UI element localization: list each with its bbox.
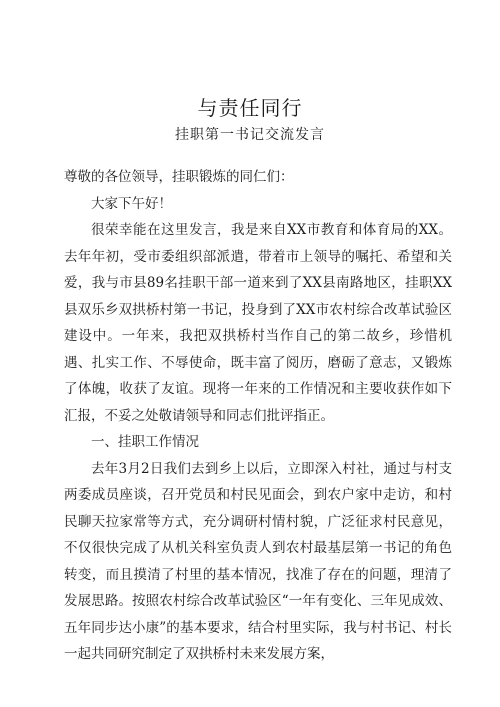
document-title: 与责任同行	[197, 96, 303, 120]
section-heading-1: 一、挂职工作情况	[91, 434, 199, 450]
document-subtitle: 挂职第一书记交流发言	[175, 127, 325, 143]
document-body	[64, 164, 452, 668]
paragraph-2: 去年3月2日我们去到乡上以后，立即深入村社，通过与村支两委成员座谈，召开党员和村民见面会，到农户家中走访，和村民聊天拉家常等方式，充分调研村情村貌，广泛征求村民意见，不仅很快完成了从机关科室负责人到农村最基层第一书记的角色转变，而且摸清了村里的基本情况，找准了存在的问题，理清了发展思路。按照农村综合改革试验区“一年有变化、三年见成效、五年同步达小康”的基本要求，结合村里实际，我与村书记、村长一起共同研究制定了双拱桥村未来发展方案，	[64, 460, 452, 662]
paragraph-1: 很荣幸能在这里发言，我是来自XX市教育和体育局的XX。去年年初，受市委组织部派遣，带着市上领导的嘱托、希望和关爱，我与市县89名挂职干部一道来到了XX县南路地区，挂职XX县双乐乡双拱桥村第一书记，投身到了XX市农村综合改革试验区建设中。一年来，我把双拱桥村当作自己的第二故乡，珍惜机遇、扎实工作、不辱使命，既丰富了阅历，磨砺了意志，又锻炼了体魄，收获了友谊。现将一年来的工作情况和主要收获作如下汇报，不妥之处敬请领导和同志们批评指正。	[64, 222, 452, 424]
salutation: 尊敬的各位领导，挂职锻炼的同仁们：	[64, 169, 294, 185]
greeting: 大家下午好！	[91, 195, 172, 212]
